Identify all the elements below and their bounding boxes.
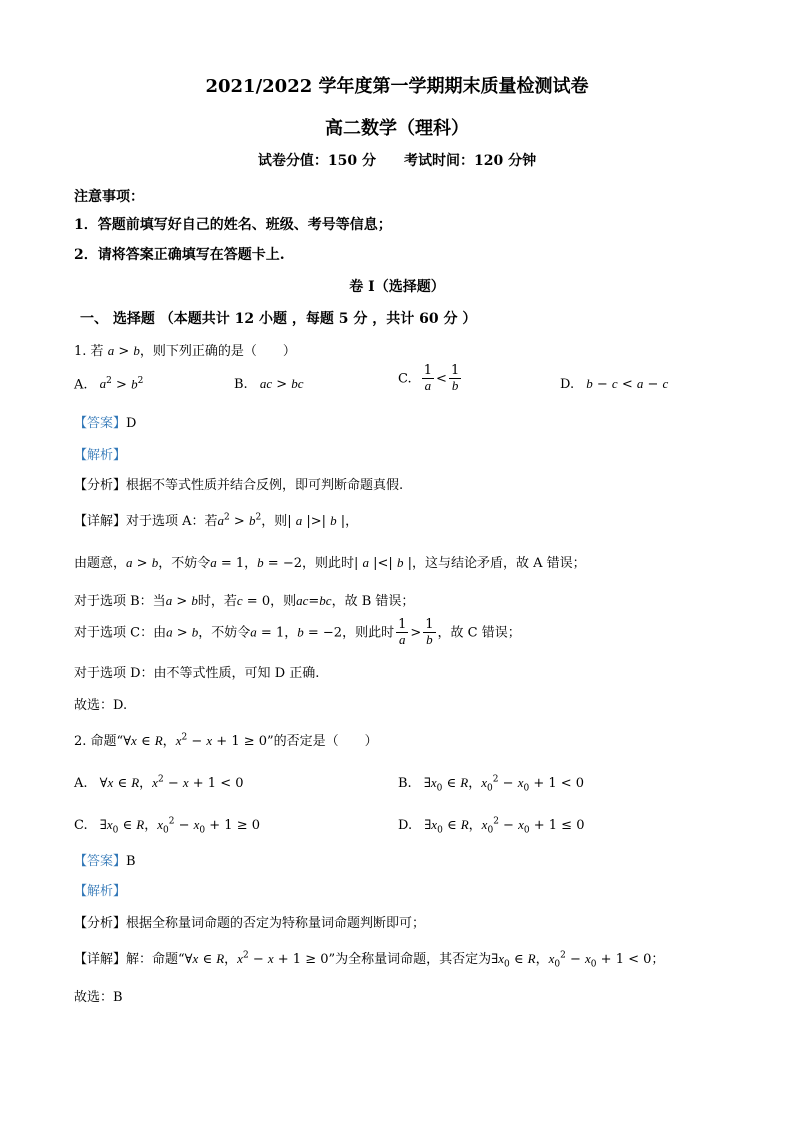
q1-answer-value: D [126, 416, 137, 431]
notice-item-2: 2．请将答案正确填写在答题卡上. [74, 247, 285, 263]
q2-option-d-label: D. [398, 818, 413, 833]
q2-conclusion: 故选：B [74, 990, 123, 1005]
q1-option-b: B. ac > bc [234, 376, 304, 392]
q1-lineC-c: ， [284, 625, 298, 641]
q1-detail-a: 【详解】对于选项 A：若$a^2 > b^2$，则| a |>| b |， [74, 512, 359, 529]
q1-lineB-d: ，故 B 错误； [331, 594, 415, 609]
q1-fenxi [74, 474, 403, 493]
q2-option-a: A. ∀x ∈ R，$x^2 - x + 1 < 0$ [74, 774, 244, 791]
q2-detail-a: 解：命题“ [126, 952, 185, 967]
q2-stem-tail: ”的否定是（ ） [267, 734, 378, 749]
q1-stem: 1. 若 a > b，则下列正确的是（ ） [74, 343, 296, 359]
q2-stem-mid: ， [162, 734, 176, 749]
q2-option-c: C. $\exists x_0$ ∈ R，$x_0^2 - x_0 + 1 \ge 0$ [74, 816, 260, 836]
notice-item-1: 1．答题前填写好自己的姓名、班级、考号等信息； [74, 217, 392, 233]
volume-label: 卷 I（选择题） [349, 279, 445, 295]
q1-lineC-d: ，则此时 [342, 625, 395, 641]
q1-detail-a-text3: ， [345, 514, 359, 529]
q1-option-a-label: A. [74, 377, 88, 393]
q1-detail-a-text2: ，则 [261, 514, 288, 529]
q1-conclusion: 故选：D. [74, 698, 128, 713]
exam-title: 2021/2022 学年度第一学期期末质量检测试卷 [205, 76, 589, 97]
q1-stem-tail: ，则下列正确的是（ ） [139, 344, 296, 359]
q2-option-b-label: B. [398, 776, 412, 791]
q1-line2-e: ，这与结论矛盾，故 A 错误； [411, 556, 586, 571]
q1-lineC-e: ，故 C 错误； [437, 625, 521, 641]
q1-detail-a-text1: 对于选项 A：若 [126, 514, 218, 529]
q1-line2-d: ，则此时 [301, 556, 354, 571]
q2-number: 2. 命题“ [74, 734, 124, 749]
q1-fenxi-tag: 【分析】 [74, 478, 127, 493]
q1-detail-tag: 【详解】 [74, 514, 127, 529]
exam-subtitle: 高二数学（理科） [325, 118, 469, 139]
notice-heading: 注意事项： [74, 189, 144, 205]
q2-detail-b: ， [224, 952, 238, 967]
q2-detail-d: ， [535, 952, 549, 967]
q2-detail-e: ； [651, 952, 665, 967]
q1-detail-line2: 由题意，a > b，不妨令a = 1，b = −2，则此时| a |<| b |，这与结论矛盾，故 A 错误； [74, 555, 586, 571]
q2-option-b: B. $\exists x_0$ ∈ R，$x_0^2 - x_0 + 1 < 0$ [398, 774, 585, 794]
q2-answer-value: B [126, 854, 136, 869]
q1-analysis-tag: 【解析】 [74, 448, 127, 463]
q2-option-a-label: A. [74, 776, 88, 791]
q1-detail-b: 对于选项 B：当a > b时，若c = 0，则ac=bc，故 B 错误； [74, 593, 415, 609]
q1-option-c: C. $\frac{1}{a}$ < $\frac{1}{b}$ [398, 363, 460, 394]
q1-detail-d: 对于选项 D：由不等式性质，可知 D 正确. [74, 666, 320, 681]
q2-detail: 【详解】解：命题“∀x ∈ R，$x^2 - x + 1 \ge 0$”为全称量词命题，其否定为$\exists x_0$ ∈ R，$x_0^2 - x_0 + 1 < 0$； [74, 950, 665, 970]
q1-line2-b: ，不妨令 [158, 556, 211, 571]
q1-lineB-a: 对于选项 B：当 [74, 594, 166, 609]
exam-meta: 试卷分值：150 分 考试时间：120 分钟 [257, 153, 537, 169]
q2-fenxi [74, 912, 425, 931]
q2-fenxi-text: 根据全称量词命题的否定为特称量词命题判断即可； [126, 916, 426, 931]
q1-line2-c: ， [244, 556, 258, 571]
q2-option-c-label: C. [74, 818, 88, 833]
q1-fenxi-text: 根据不等式性质并结合反例，即可判断命题真假. [126, 478, 404, 493]
q2-analysis-tag: 【解析】 [74, 884, 127, 899]
q1-option-b-label: B. [234, 377, 248, 392]
q1-option-a: A. $a^2 > b^2$ [74, 376, 144, 393]
q1-option-d-label: D. [560, 377, 575, 392]
q1-answer-tag: 【答案】 [74, 416, 127, 431]
q2-answer-tag: 【答案】 [74, 854, 127, 869]
q1-answer [74, 412, 136, 431]
q1-lineB-c: ，则 [270, 594, 297, 609]
section-heading: 一、 选择题 （本题共计 12 小题 ，每题 5 分 ，共计 60 分 ） [80, 311, 477, 327]
q1-detail-c: 对于选项 C：由a > b，不妨令a = 1，b = −2，则此时 $\frac{1}{a}$ > $\frac{1}{b}$ ，故 C 错误； [74, 617, 521, 648]
q2-stem: 2. 命题“∀x ∈ R，$x^2 - x + 1 \ge 0$”的否定是（ ） [74, 732, 378, 749]
q1-lineC-b: ，不妨令 [198, 625, 251, 641]
q2-answer [74, 850, 136, 869]
q1-option-c-label: C. [398, 371, 412, 387]
q1-option-d: D. b − c < a − c [560, 376, 669, 392]
q2-detail-tag: 【详解】 [74, 952, 127, 967]
q2-detail-c: ”为全称量词命题，其否定为 [328, 952, 492, 967]
q1-line2-a: 由题意， [74, 556, 127, 571]
q1-number: 1. 若 [74, 344, 104, 359]
q1-lineB-b: 时，若 [197, 594, 237, 609]
q1-lineC-a: 对于选项 C：由 [74, 625, 167, 641]
q2-fenxi-tag: 【分析】 [74, 916, 127, 931]
q2-option-d: D. $\exists x_0$ ∈ R，$x_0^2 - x_0 + 1 \le 0$ [398, 816, 585, 836]
